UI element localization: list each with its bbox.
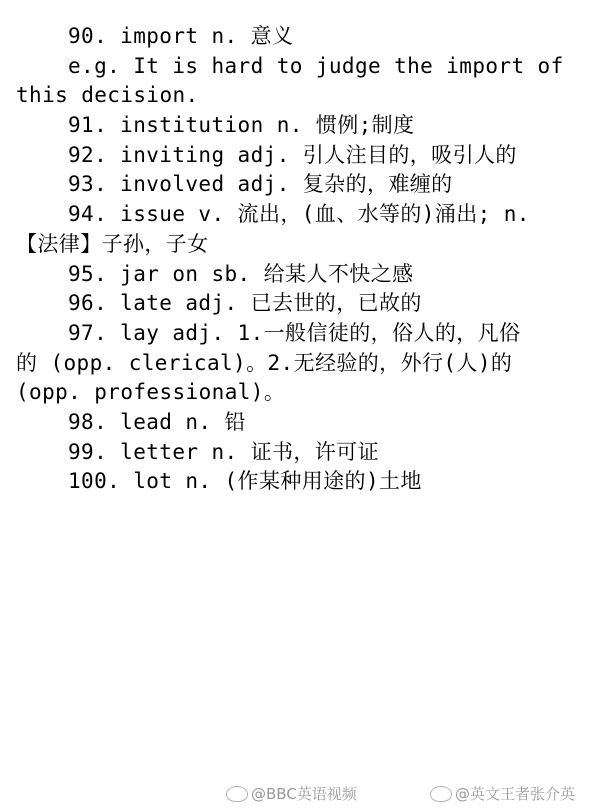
entry-90-example-cont: this decision. (16, 83, 199, 108)
vocabulary-document (0, 22, 600, 497)
entry-94-cont: 【法律】子孙，子女 (16, 231, 209, 256)
entry-97: 97. lay adj. 1.一般信徒的，俗人的，凡俗 (68, 320, 521, 345)
entry-97-cont: 的 (opp. clerical)。2.无经验的，外行(人)的 (16, 350, 513, 375)
watermark-right (430, 783, 575, 804)
entry-99: 99. letter n. 证书，许可证 (68, 439, 380, 464)
watermark-left (226, 783, 357, 804)
entry-90: 90. import n. 意义 (68, 24, 294, 48)
entry-95: 95. jar on sb. 给某人不快之感 (68, 261, 414, 286)
entry-100: 100. lot n. (作某种用途的)土地 (68, 469, 422, 494)
entry-91: 91. institution n. 惯例;制度 (68, 113, 415, 138)
watermark-left-text: @BBC英语视频 (251, 785, 357, 803)
entry-97-cont-2: (opp. professional)。 (16, 380, 286, 405)
entry-90-example: e.g. It is hard to judge the import of (68, 53, 564, 78)
watermark-right-text: @英文王者张介英 (455, 785, 576, 803)
entry-94: 94. issue v. 流出，(血、水等的)涌出; n. (68, 202, 530, 227)
entry-96: 96. late adj. 已去世的，已故的 (68, 291, 422, 316)
entry-92: 92. inviting adj. 引人注目的，吸引人的 (68, 142, 517, 167)
weibo-icon (430, 786, 452, 802)
entry-93: 93. involved adj. 复杂的，难缠的 (68, 172, 453, 197)
entry-98: 98. lead n. 铅 (68, 409, 246, 434)
weibo-icon (226, 786, 248, 802)
